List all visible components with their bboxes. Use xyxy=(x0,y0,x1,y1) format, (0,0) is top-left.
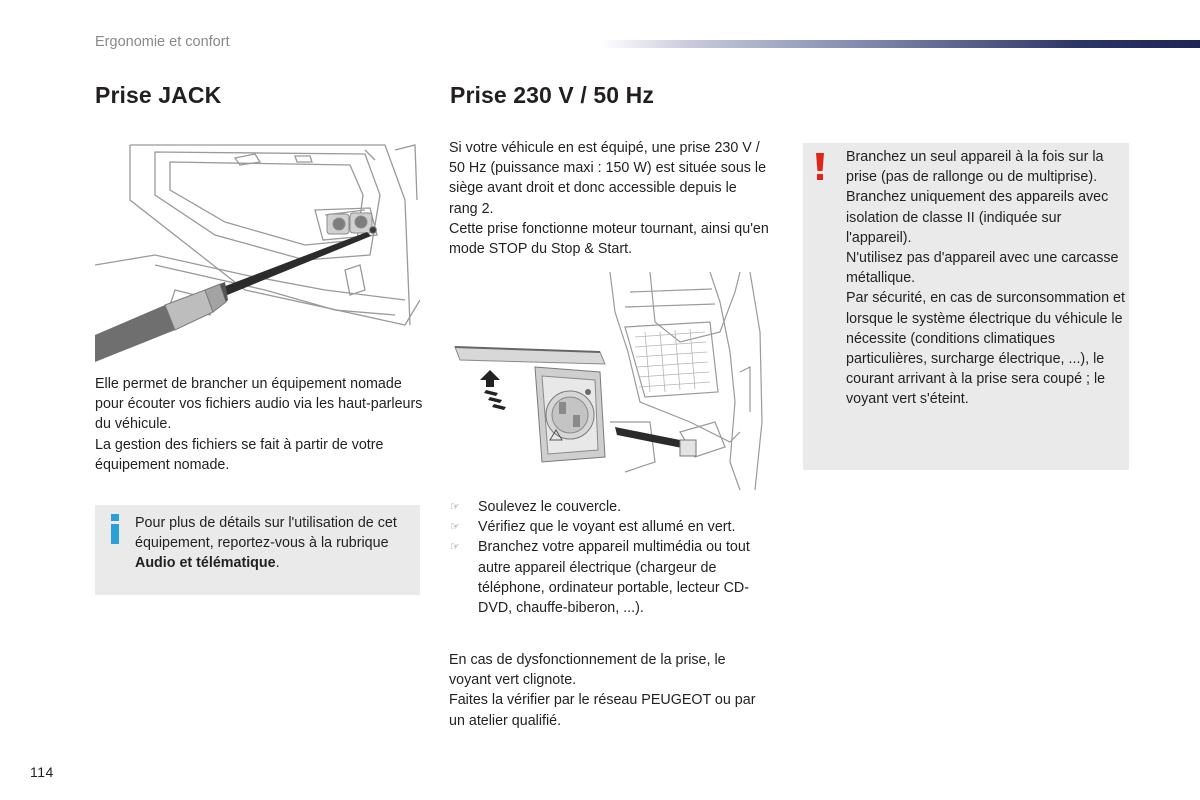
socket-intro-paragraph: Si votre véhicule en est équipé, une prise 230 V / 50 Hz (puissance maxi : 150 W) est située sous le siège avant droit et donc accessible depuis le rang 2. xyxy=(449,140,767,217)
warning-paragraph: Branchez uniquement des appareils avec isolation de classe II (indiquée sur l'appareil). xyxy=(846,189,1109,246)
info-note-box xyxy=(95,505,420,595)
socket-intro-paragraph: Cette prise fonctionne moteur tournant, ainsi qu'en mode STOP du Stop & Start. xyxy=(449,220,769,258)
jack-paragraph: La gestion des fichiers se fait à partir de votre équipement nomade. xyxy=(95,436,384,473)
step-text: Branchez votre appareil multimédia ou tout autre appareil électrique (chargeur de téléphone, ordinateur portable, lecteur CD-DVD, chauffe-biberon, ...). xyxy=(478,539,750,617)
pointing-hand-icon: ☞ xyxy=(450,501,460,513)
pointing-hand-icon: ☞ xyxy=(450,521,460,534)
info-icon xyxy=(108,514,122,544)
socket-steps-list xyxy=(450,497,780,618)
info-note-text xyxy=(135,513,415,574)
title-prise-230v: Prise 230 V / 50 Hz xyxy=(450,82,654,108)
list-item xyxy=(450,517,780,537)
warning-paragraph: Par sécurité, en cas de surconsommation et lorsque le système électrique du véhicule le nécessite (conditions climatiques particulières, surcharge électrique, ...), le courant arrivant à la prise sera coupé ; le voyant vert s'éteint. xyxy=(846,290,1125,408)
warning-paragraph: Branchez un seul appareil à la fois sur la prise (pas de rallonge ou de multiprise). xyxy=(846,149,1104,186)
exclamation-icon xyxy=(815,153,825,181)
list-item xyxy=(450,537,780,618)
section-label: Ergonomie et confort xyxy=(95,34,230,50)
socket-intro xyxy=(449,138,769,259)
info-note-end: . xyxy=(275,555,280,572)
list-item xyxy=(450,497,780,517)
header-gradient-bar xyxy=(600,40,1200,48)
warning-text xyxy=(846,147,1126,410)
socket-230v-illustration xyxy=(450,272,770,490)
info-note-lead: Pour plus de détails sur l'utilisation de cet équipement, reportez-vous à la rubrique xyxy=(135,515,397,552)
info-note-link-text: Audio et télématique xyxy=(135,555,276,572)
title-prise-jack: Prise JACK xyxy=(95,82,222,108)
jack-paragraph: Elle permet de brancher un équipement nomade pour écouter vos fichiers audio via les haut-parleurs du véhicule. xyxy=(95,376,423,433)
socket-fault-text xyxy=(449,650,769,731)
page-number: 114 xyxy=(30,764,54,780)
fault-paragraph: En cas de dysfonctionnement de la prise, le voyant vert clignote. xyxy=(449,652,726,689)
jack-description xyxy=(95,374,425,475)
fault-paragraph: Faites la vérifier par le réseau PEUGEOT ou par un atelier qualifié. xyxy=(449,692,756,729)
pointing-hand-icon: ☞ xyxy=(450,541,460,554)
step-text: Vérifiez que le voyant est allumé en vert. xyxy=(478,519,736,536)
jack-socket-illustration xyxy=(95,140,420,362)
warning-box xyxy=(803,143,1129,470)
warning-paragraph: N'utilisez pas d'appareil avec une carcasse métallique. xyxy=(846,250,1119,287)
step-text: Soulevez le couvercle. xyxy=(478,499,622,515)
